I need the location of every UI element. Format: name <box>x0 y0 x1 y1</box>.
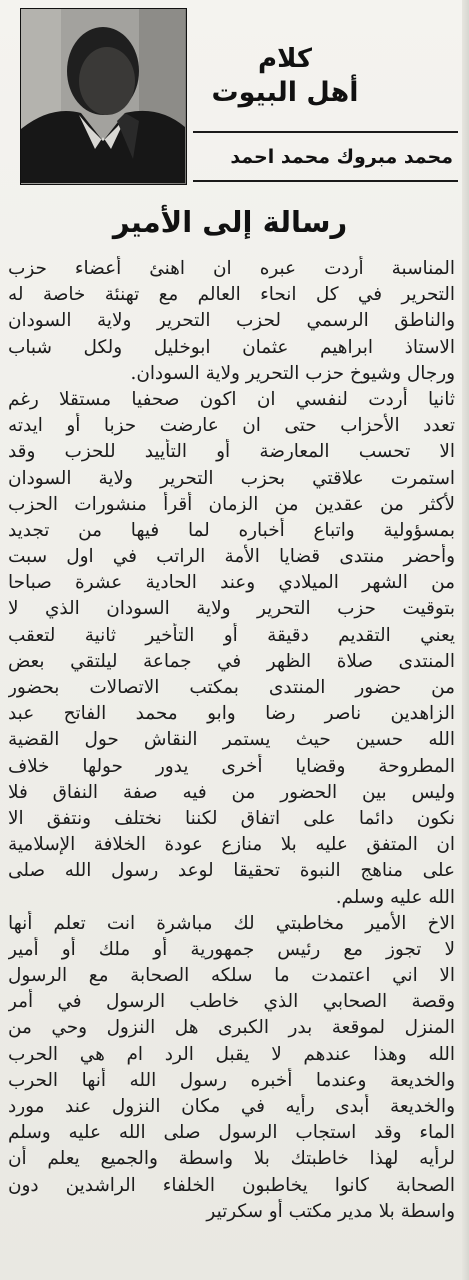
body-line: المناسبة أردت عبره ان اهنئ أعضاء حزب <box>8 258 455 279</box>
article-body <box>8 256 455 1225</box>
body-line: وليس بين الحضور من فيه صفة النفاق فلا <box>8 781 455 803</box>
body-line: الا تحسب المعارضة أو التأييد للحزب وقد <box>8 441 455 463</box>
body-line: لرأيه لهذا خاطبتك بلا واسطة والجميع يعلم أن <box>8 1148 455 1170</box>
body-line: ثانيا أردت لنفسي ان اكون صحفيا مستقلا رغم <box>8 388 455 410</box>
body-line: والناطق الرسمي لحزب التحرير ولاية السودان <box>8 310 455 332</box>
body-line: لأكثر من عقدين من الزمان أقرأ منشورات الحزب <box>8 493 455 515</box>
body-line: والخديعة وعندما أخبره رسول الله أنها الحرب <box>8 1069 455 1091</box>
body-line: ورجال وشيوخ حزب التحرير ولاية السودان. <box>130 362 455 384</box>
body-line: وأحضر منتدى قضايا الأمة الراتب في اول سبت <box>8 546 455 568</box>
body-line: الاخ الأمير مخاطبتي لك مباشرة انت تعلم أنها <box>8 912 455 934</box>
body-line: من حضور المنتدى بمكتب الاتصالات بحضور <box>8 677 455 698</box>
body-line: بتوقيت حزب التحرير ولاية السودان الذي لا <box>8 598 455 620</box>
column-title-line-2: أهل البيوت <box>211 77 359 108</box>
body-line: بمسؤولية واتباع أخباره لما فيها من تجديد <box>8 519 455 541</box>
body-line: المطروحة وقضايا أخرى يدور حولها خلاف <box>8 755 455 777</box>
body-line: التحرير في كل انحاء العالم مع تهنئة خاصة له <box>8 284 455 306</box>
body-line: الله وهذا عندهم لا يقبل الرد ام هي الحرب <box>8 1043 455 1065</box>
page-edge <box>462 0 469 1280</box>
body-line: الا اني اعتمدت ما سلكه الصحابة مع الرسول <box>8 965 455 987</box>
body-line: الماء وقد استجاب الرسول صلى الله عليه وسلم <box>8 1122 455 1144</box>
column-title-line-1: كلام <box>258 44 312 74</box>
body-line: الاستاذ ابراهيم عثمان ابوخليل ولكل شباب <box>8 336 455 358</box>
column-title <box>195 42 375 110</box>
body-line: يعني التقديم دقيقة أو التأخير ثانية لتعقب <box>8 624 455 646</box>
body-line: المنزل لموقعة بدر الكبرى هل النزول وحي من <box>8 1017 455 1039</box>
body-line: على مناهج النبوة تحقيقا لوعد رسول الله صلى <box>8 860 455 882</box>
body-line: والخديعة أبدى رأيه في مكان النزول عند مورد <box>8 1096 455 1117</box>
body-line: الله عليه وسلم. <box>335 886 455 908</box>
author-photo <box>20 8 187 185</box>
body-line: المنتدى صلاة الظهر في جماعة ليلتقي بعض <box>8 650 455 672</box>
header-rule-top <box>193 131 458 133</box>
body-line: الله حسين حيث يستمر النقاش حول القضية <box>8 729 455 751</box>
header-rule-bottom <box>193 180 458 182</box>
body-line: تعدد الأحزاب حتى ان عارضت حزبا أو ايدته <box>8 415 455 437</box>
body-line: نكون دائما على اتفاق لكننا نختلف ونتفق الا <box>8 807 455 829</box>
body-line: من الشهر الميلادي وعند الحادية عشرة صباحا <box>8 572 455 594</box>
body-line: الزاهدين ناصر رضا وابو محمد الفاتح عبد <box>8 703 455 725</box>
body-line: وقصة الصحابي الذي خاطب الرسول في أمر <box>8 991 455 1013</box>
body-line: ان المتفق عليه بلا منازع عودة الخلافة الإسلامية <box>8 834 455 856</box>
body-line: الصحابة كانوا يخاطبون الخلفاء الراشدين دون <box>8 1174 455 1196</box>
body-line: استمرت علاقتي بحزب التحرير ولاية السودان <box>8 467 455 489</box>
author-name: محمد مبروك محمد احمد <box>230 146 453 168</box>
article-title: رسالة إلى الأمير <box>112 205 348 239</box>
body-line: لا تجوز مع رئيس جمهورية أو ملك أو أمير <box>8 938 455 960</box>
body-line: واسطة بلا مدير مكتب أو سكرتير <box>206 1200 455 1222</box>
